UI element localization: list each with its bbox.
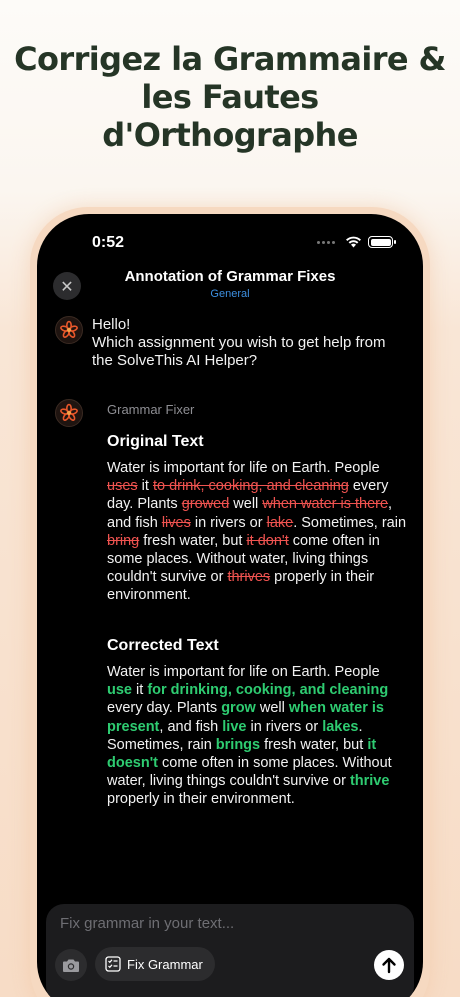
text-segment: properly in their environment. [107,791,295,808]
inserted-text: lakes [322,718,359,735]
text-segment: come often in some places. Without water, living things couldn't survive or [107,755,392,790]
promo-headline [0,40,460,154]
greeting-line-2: Which assignment you wish to get help from the SolveThis AI Helper? [92,334,386,369]
flower-logo-icon [59,403,79,423]
deleted-text: uses [107,478,138,495]
chat-title: Annotation of Grammar Fixes [124,268,336,285]
deleted-text: it don't [246,532,289,549]
wifi-icon [345,236,362,248]
composer [46,904,414,997]
text-segment: it [137,478,153,495]
status-time: 0:52 [92,234,125,251]
grammar-text-input[interactable] [60,912,390,934]
deleted-text: when water is there [262,496,389,513]
signal-icon [317,241,335,244]
text-segment: . Sometimes, rain [293,514,407,531]
fix-grammar-button[interactable] [95,947,215,981]
send-button[interactable] [374,950,404,980]
deleted-text: thrives [227,569,271,586]
inserted-text: when water is present [107,700,384,735]
close-button[interactable]: ✕ [53,272,81,300]
deleted-text: lake [266,514,294,531]
headline-line-3: d'Orthographe [102,116,358,154]
inserted-text: thrive [349,773,390,790]
text-segment: every day. Plants [107,478,389,513]
text-segment: fresh water, but [139,532,247,549]
inserted-text: it doesn't [107,736,377,772]
inserted-text: use [107,682,132,699]
status-icons [317,236,393,248]
text-segment: well [255,700,289,717]
text-segment: in rivers or [246,718,323,735]
inserted-text: brings [215,736,261,753]
deleted-text: to drink, cooking, and cleaning [152,478,349,495]
deleted-text: bring [107,532,140,549]
deleted-text: lives [161,514,191,531]
text-segment: . Sometimes, rain [107,718,363,753]
greeting-message [92,316,402,370]
assistant-avatar [55,316,83,344]
text-segment: fresh water, but [260,736,368,753]
fix-grammar-label: Fix Grammar [127,956,203,972]
original-text-heading: Original Text [107,433,204,450]
battery-icon [368,236,393,248]
camera-icon [62,958,80,973]
text-segment: properly in their environment. [107,569,375,604]
greeting-line-1: Hello! [92,316,131,333]
original-text-body [107,459,407,605]
assistant-avatar [55,399,83,427]
inserted-text: grow [221,700,256,717]
text-segment: Water is important for life on Earth. People [107,664,380,680]
text-segment: it [132,682,148,699]
text-segment: come often in some places. Without water, living things couldn't survive or [107,532,380,586]
headline-line-2: les Fautes [141,78,319,116]
checklist-icon [105,956,121,972]
inserted-text: live [222,718,247,735]
corrected-text-heading: Corrected Text [107,637,219,654]
assistant-name: Grammar Fixer [107,402,195,417]
inserted-text: for drinking, cooking, and cleaning [147,682,389,699]
text-segment: in rivers or [190,514,267,531]
headline-line-1: Corrigez la Grammaire & [14,40,446,78]
chat-category[interactable]: General [210,288,250,300]
text-segment: , and fish [107,496,393,531]
corrected-text-body [107,663,407,809]
flower-logo-icon [59,320,79,340]
camera-button[interactable] [55,949,87,981]
phone-screen [37,214,423,997]
arrow-up-icon [381,956,397,974]
text-segment: , and fish [159,718,223,735]
text-segment: Water is important for life on Earth. People [107,460,380,476]
text-segment: every day. Plants [107,700,222,717]
deleted-text: growed [181,496,230,513]
text-segment: well [229,496,263,513]
